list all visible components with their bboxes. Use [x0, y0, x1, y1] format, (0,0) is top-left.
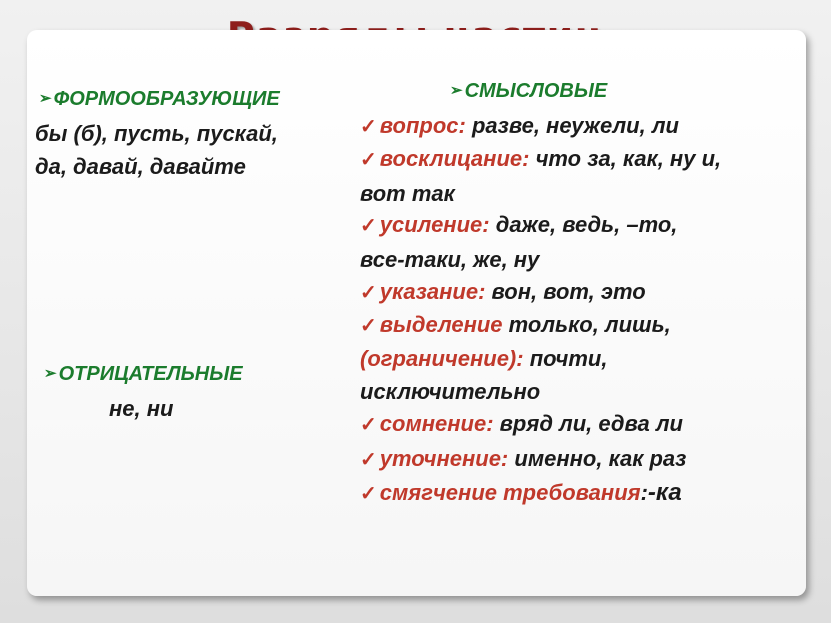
- checkmark-icon: ✓: [360, 315, 377, 337]
- item-term: вопрос: [379, 113, 459, 138]
- item-demonstrative: [360, 279, 646, 305]
- checkmark-icon: ✓: [360, 215, 377, 237]
- item-clarification: [360, 446, 686, 472]
- arrow-right-icon: ➢: [44, 365, 57, 382]
- arrow-right-icon: ➢: [39, 90, 52, 107]
- checkmark-icon: ✓: [360, 414, 377, 436]
- formative-heading: ФОРМООБРАЗУЮЩИЕ: [53, 88, 280, 110]
- semantic-heading: СМЫСЛОВЫЕ: [464, 80, 608, 102]
- item-term: усиление: [379, 212, 483, 237]
- checkmark-icon: ✓: [360, 116, 377, 138]
- item-examples: что за, как, ну и,: [529, 146, 722, 171]
- item-softening: ✓ смягчение требования:-ка: [360, 479, 682, 506]
- item-examples: разве, неужели, ли: [465, 113, 679, 138]
- item-term: смягчение требования: [379, 480, 641, 505]
- checkmark-icon: ✓: [360, 282, 377, 304]
- checkmark-icon: ✓: [360, 149, 377, 171]
- item-exclamation: ✓ восклицание: что за, как, ну и,: [360, 146, 722, 171]
- item-examples: даже, ведь, –то,: [489, 212, 678, 237]
- item-emphasis: [360, 312, 671, 338]
- item-examples: только, лишь,: [502, 312, 671, 337]
- item-doubt: [360, 411, 683, 437]
- negative-words: не, ни: [109, 396, 174, 421]
- item-term: указание:: [379, 279, 486, 304]
- item-term: сомнение:: [379, 411, 494, 436]
- category-semantic: [450, 80, 607, 103]
- category-negative: [44, 363, 243, 386]
- item-intensifier-cont: все-таки, же, ну: [360, 247, 540, 272]
- item-term: уточнение:: [379, 446, 509, 471]
- item-examples: почти,: [523, 346, 608, 371]
- checkmark-icon: ✓: [360, 449, 377, 471]
- negative-heading: ОТРИЦАТЕЛЬНЫЕ: [58, 363, 243, 385]
- item-term: выделение: [379, 312, 503, 337]
- item-examples: вон, вот, это: [485, 279, 646, 304]
- item-term: восклицание: [379, 146, 523, 171]
- item-term: (ограничение):: [360, 346, 524, 371]
- item-examples: вряд ли, едва ли: [493, 411, 683, 436]
- item-exclamation-cont: вот так: [360, 181, 455, 206]
- category-formative: [39, 88, 280, 111]
- item-intensifier: ✓ усиление: даже, ведь, –то,: [360, 212, 678, 237]
- item-examples: -ка: [647, 479, 682, 506]
- checkmark-icon: ✓: [360, 483, 377, 505]
- formative-line-2: да, давай, давайте: [35, 154, 246, 179]
- item-emphasis-cont2: исключительно: [360, 379, 541, 404]
- arrow-right-icon: ➢: [450, 82, 463, 99]
- item-emphasis-cont: [360, 346, 607, 372]
- item-question: ✓ вопрос: разве, неужели, ли: [360, 113, 679, 138]
- item-examples: именно, как раз: [508, 446, 687, 471]
- formative-line-1: бы (б), пусть, пускай,: [35, 121, 278, 146]
